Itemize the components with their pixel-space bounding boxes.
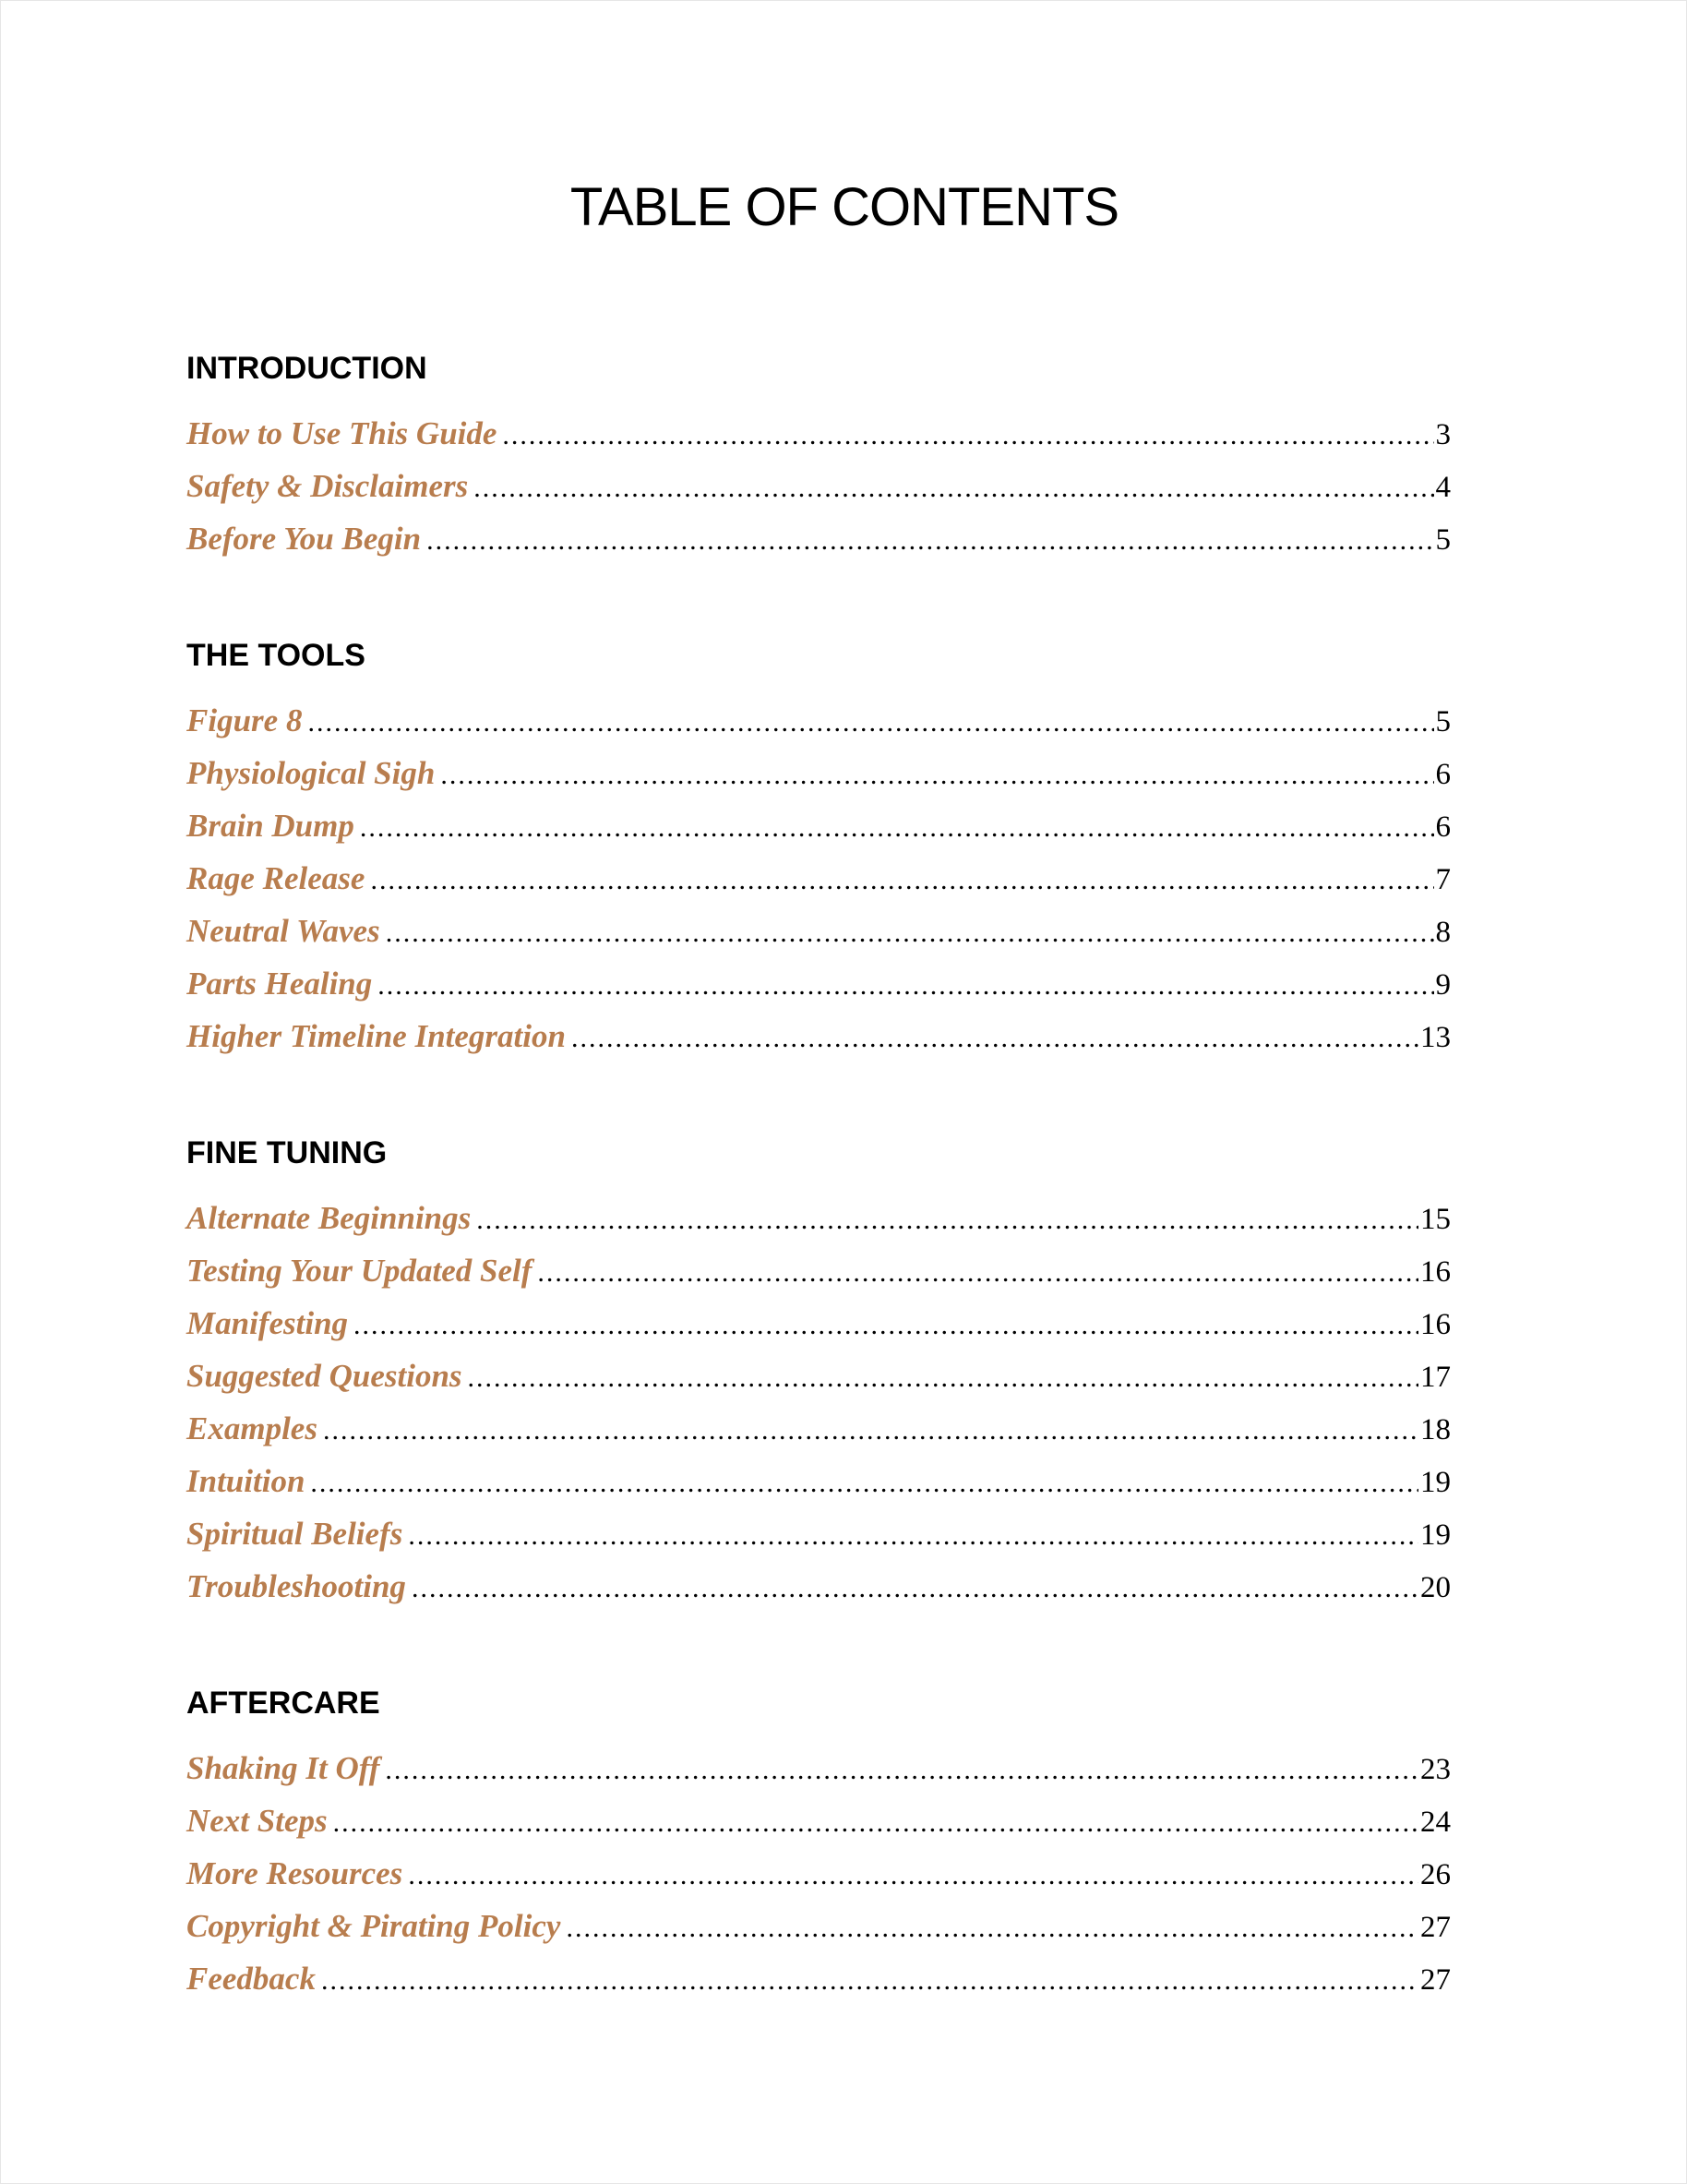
- dot-leader: [377, 959, 1433, 1012]
- toc-entry-page: 26: [1420, 1858, 1451, 1891]
- toc-entry-page: 20: [1420, 1571, 1451, 1604]
- page-title: TABLE OF CONTENTS: [569, 177, 1119, 237]
- toc-entry-page: 7: [1435, 863, 1451, 896]
- toc-list: [186, 407, 1451, 565]
- dot-leader: [310, 1457, 1418, 1509]
- toc-entry-label[interactable]: Troubleshooting: [186, 1568, 406, 1604]
- toc-entry[interactable]: [186, 852, 1451, 905]
- toc-entry[interactable]: [186, 1455, 1451, 1507]
- toc-entry[interactable]: [186, 747, 1451, 799]
- toc-entry[interactable]: [186, 1010, 1451, 1062]
- toc-entry[interactable]: [186, 1507, 1451, 1560]
- dot-leader: [566, 1902, 1418, 1954]
- dot-leader: [333, 1796, 1418, 1849]
- toc-entry-page: 9: [1435, 968, 1451, 1002]
- dot-leader: [353, 1299, 1418, 1351]
- section-heading: INTRODUCTION: [186, 351, 427, 386]
- toc-entry-page: 17: [1420, 1361, 1451, 1394]
- toc-entry-page: 5: [1435, 705, 1451, 738]
- toc-entry-label[interactable]: Neutral Waves: [186, 913, 380, 949]
- section-heading: AFTERCARE: [186, 1686, 380, 1721]
- toc-entry-label[interactable]: Manifesting: [186, 1305, 349, 1341]
- toc-entry-label[interactable]: Brain Dump: [186, 808, 354, 844]
- section-heading: FINE TUNING: [186, 1135, 388, 1170]
- toc-entry[interactable]: [186, 799, 1451, 852]
- toc-entry-label[interactable]: How to Use This Guide: [186, 415, 497, 451]
- toc-entry[interactable]: [186, 1560, 1451, 1613]
- dot-leader: [426, 514, 1433, 567]
- toc-entry[interactable]: [186, 1900, 1451, 1952]
- toc-entry-label[interactable]: Testing Your Updated Self: [186, 1253, 532, 1289]
- toc-entry[interactable]: [186, 1297, 1451, 1350]
- toc-entry-page: 27: [1420, 1911, 1451, 1944]
- toc-entry[interactable]: [186, 1192, 1451, 1244]
- toc-entry-page: 13: [1420, 1021, 1451, 1054]
- toc-entry-label[interactable]: Shaking It Off: [186, 1750, 380, 1786]
- dot-leader: [468, 1351, 1418, 1404]
- toc-entry[interactable]: [186, 1742, 1451, 1794]
- toc-entry-label[interactable]: Spiritual Beliefs: [186, 1516, 403, 1552]
- toc-entry[interactable]: [186, 1350, 1451, 1402]
- toc-entry-label[interactable]: Physiological Sigh: [186, 755, 436, 791]
- toc-entry[interactable]: [186, 694, 1451, 747]
- section-heading: THE TOOLS: [186, 638, 365, 673]
- toc-entry-page: 15: [1420, 1203, 1451, 1236]
- toc-list: [186, 1192, 1451, 1613]
- toc-section-introduction: [186, 344, 1451, 565]
- toc-entry-page: 5: [1435, 523, 1451, 557]
- dot-leader: [571, 1012, 1418, 1064]
- dot-leader: [370, 854, 1433, 906]
- toc-entry-label[interactable]: Intuition: [186, 1463, 305, 1499]
- toc-section-the-tools: [186, 631, 1451, 1062]
- toc-entry-label[interactable]: Feedback: [186, 1961, 316, 1997]
- toc-entry-label[interactable]: Figure 8: [186, 702, 303, 738]
- toc-body: [186, 344, 1451, 2071]
- toc-entry-page: 3: [1435, 418, 1451, 451]
- toc-entry[interactable]: [186, 1794, 1451, 1847]
- dot-leader: [476, 1194, 1418, 1246]
- toc-entry[interactable]: [186, 1847, 1451, 1900]
- dot-leader: [321, 1954, 1418, 2007]
- toc-entry-label[interactable]: More Resources: [186, 1855, 403, 1891]
- dot-leader: [408, 1849, 1418, 1902]
- toc-entry-label[interactable]: Before You Begin: [186, 521, 422, 557]
- toc-entry[interactable]: [186, 460, 1451, 512]
- toc-entry-page: 27: [1420, 1963, 1451, 1997]
- toc-entry[interactable]: [186, 512, 1451, 565]
- toc-entry-label[interactable]: Parts Healing: [186, 966, 373, 1002]
- toc-entry-page: 24: [1420, 1806, 1451, 1839]
- dot-leader: [502, 409, 1433, 462]
- toc-section-fine-tuning: [186, 1129, 1451, 1613]
- toc-section-aftercare: [186, 1679, 1451, 2005]
- toc-entry-page: 6: [1435, 810, 1451, 844]
- toc-entry-label[interactable]: Higher Timeline Integration: [186, 1018, 566, 1054]
- dot-leader: [412, 1562, 1418, 1614]
- toc-entry[interactable]: [186, 1952, 1451, 2005]
- toc-entry-page: 18: [1420, 1413, 1451, 1446]
- toc-entry-label[interactable]: Examples: [186, 1410, 317, 1446]
- toc-entry-page: 19: [1420, 1466, 1451, 1499]
- toc-entry-label[interactable]: Rage Release: [186, 860, 365, 896]
- toc-entry[interactable]: [186, 905, 1451, 957]
- toc-entry-page: 23: [1420, 1753, 1451, 1786]
- dot-leader: [473, 462, 1433, 514]
- toc-entry[interactable]: [186, 957, 1451, 1010]
- toc-entry-label[interactable]: Alternate Beginnings: [186, 1200, 472, 1236]
- dot-leader: [360, 801, 1434, 854]
- dot-leader: [537, 1246, 1418, 1299]
- dot-leader: [385, 1744, 1418, 1796]
- toc-entry[interactable]: [186, 1244, 1451, 1297]
- toc-entry-label[interactable]: Suggested Questions: [186, 1358, 462, 1394]
- toc-entry-page: 8: [1435, 916, 1451, 949]
- dot-leader: [440, 749, 1433, 801]
- toc-list: [186, 1742, 1451, 2005]
- toc-entry-page: 19: [1420, 1518, 1451, 1552]
- dot-leader: [408, 1509, 1418, 1562]
- dot-leader: [386, 906, 1434, 959]
- toc-entry-label[interactable]: Next Steps: [186, 1803, 328, 1839]
- toc-entry-label[interactable]: Safety & Disclaimers: [186, 468, 469, 504]
- toc-entry-page: 6: [1435, 758, 1451, 791]
- toc-entry-label[interactable]: Copyright & Pirating Policy: [186, 1908, 561, 1944]
- toc-entry-page: 4: [1435, 471, 1451, 504]
- dot-leader: [307, 696, 1433, 749]
- toc-list: [186, 694, 1451, 1062]
- toc-entry[interactable]: [186, 1402, 1451, 1455]
- toc-entry[interactable]: [186, 407, 1451, 460]
- dot-leader: [323, 1404, 1418, 1457]
- toc-entry-page: 16: [1420, 1308, 1451, 1341]
- toc-entry-page: 16: [1420, 1255, 1451, 1289]
